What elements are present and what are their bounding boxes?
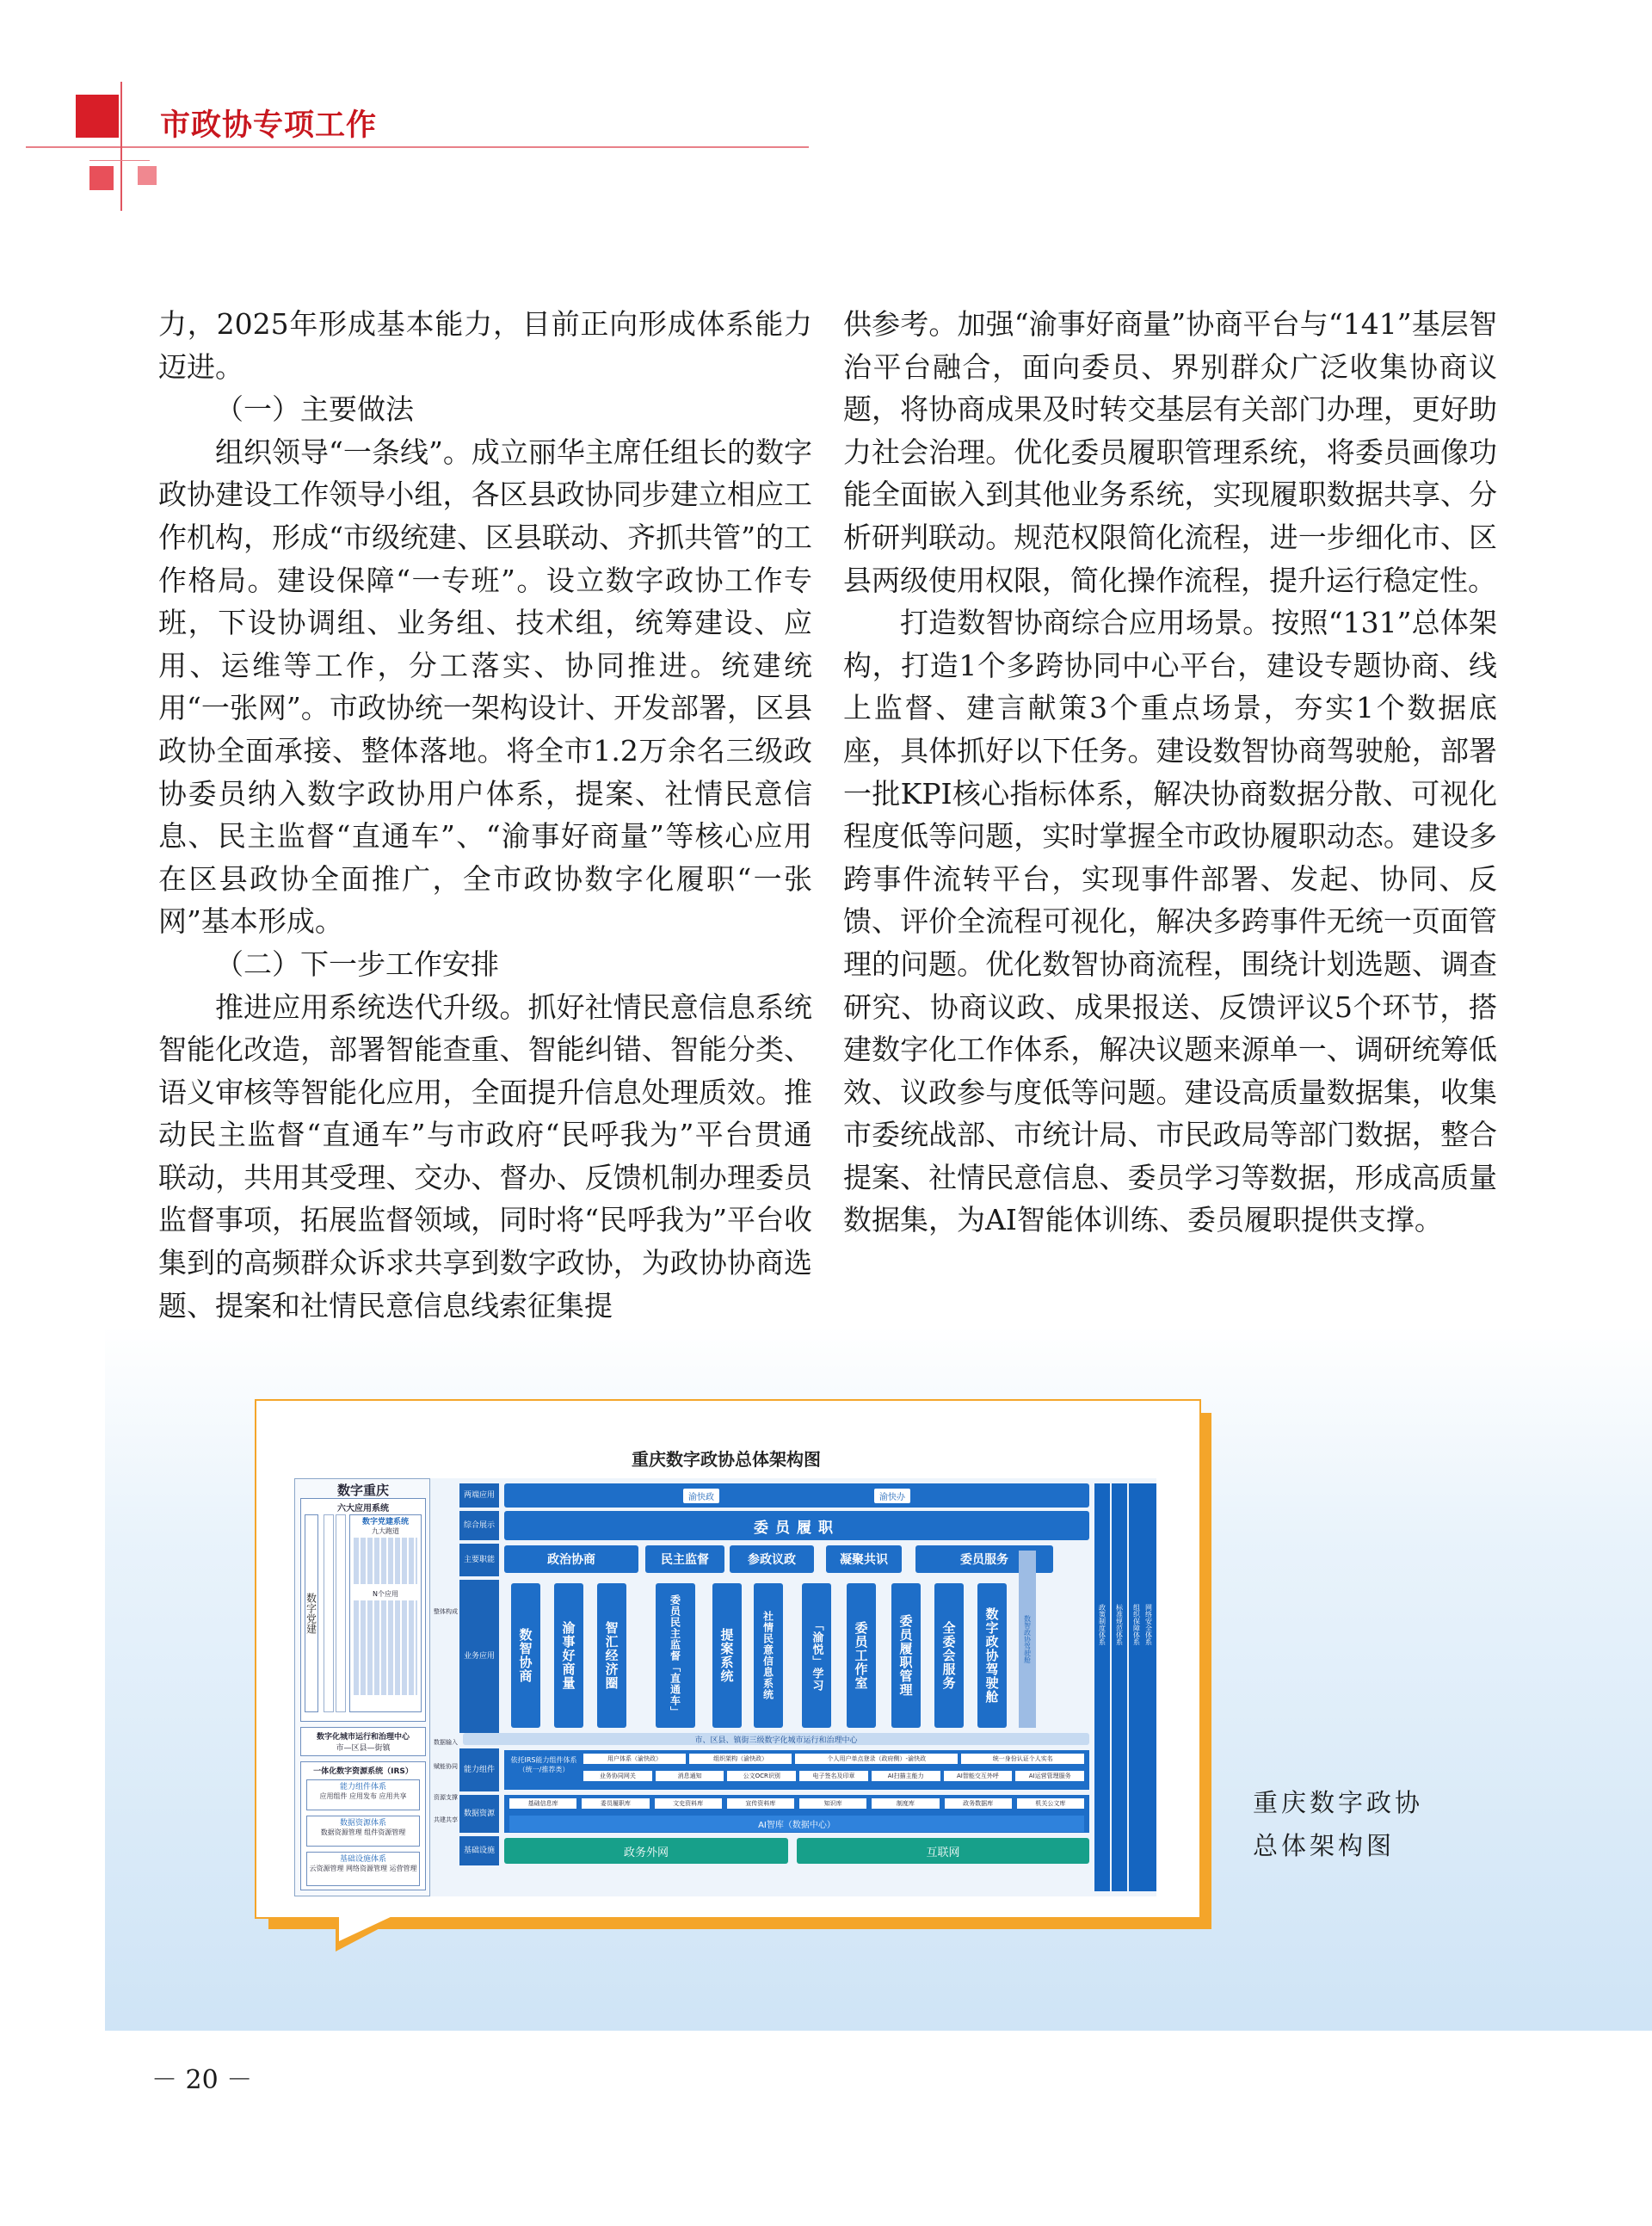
layer-label: 两端应用 bbox=[459, 1483, 499, 1508]
ability-chip: 用户体系（渝快政） bbox=[583, 1754, 686, 1764]
section-title: 市政协专项工作 bbox=[160, 108, 378, 143]
layer-label: 业务应用 bbox=[459, 1580, 499, 1733]
figure-caption bbox=[1253, 1781, 1423, 1867]
layer-label: 基础设施 bbox=[459, 1836, 499, 1865]
ability-chip: AI运营管理服务 bbox=[1015, 1771, 1084, 1781]
app-box: 渝事好商量 bbox=[554, 1583, 583, 1728]
right-column bbox=[843, 303, 1497, 1242]
app-box: 提案系统 bbox=[712, 1583, 742, 1728]
panel-title: 数字重庆 bbox=[336, 1483, 389, 1498]
irs-ability-items: 应用组件 应用发布 应用共享 bbox=[319, 1792, 407, 1800]
function-bar: 委员服务 bbox=[915, 1545, 1053, 1573]
app-box: 数字政协驾驶舱 bbox=[977, 1583, 1007, 1728]
ability-chip: AI扫描主能力 bbox=[872, 1771, 940, 1781]
paragraph: 力，2025年形成基本能力，目前正向形成体系能力迈进。 bbox=[158, 307, 812, 384]
ability-chip: 统一身份认证个人实名 bbox=[961, 1754, 1084, 1764]
app-chip: 渝快办 bbox=[874, 1489, 910, 1503]
apps-grid bbox=[354, 1600, 417, 1695]
integrated-cockpit-arrow: 数智政协驾驶舱 bbox=[1019, 1551, 1036, 1728]
apps-box bbox=[300, 1498, 426, 1722]
apps-title: 六大应用系统 bbox=[337, 1504, 389, 1514]
ability-chip: 组织架构（渝快政） bbox=[689, 1754, 792, 1764]
data-chip: 文史资料库 bbox=[655, 1798, 722, 1809]
arrow-label: 整体构成 bbox=[434, 1608, 458, 1615]
arrow-label: 共建共享 bbox=[434, 1816, 458, 1823]
tracks-grid bbox=[354, 1538, 417, 1584]
digital-party-vertical: 数字党建 bbox=[305, 1514, 318, 1712]
city-center-box bbox=[300, 1727, 426, 1756]
app-box: 社情民意信息系统 bbox=[754, 1583, 783, 1728]
system-column bbox=[336, 1514, 346, 1712]
page-number: － 20 － bbox=[151, 2065, 253, 2095]
nine-tracks-label: 九大跑道 bbox=[372, 1527, 399, 1535]
data-chip: 委员履职库 bbox=[582, 1798, 649, 1809]
app-box: 委员民主监督「直通车」 bbox=[656, 1583, 695, 1728]
layer-label: 能力组件 bbox=[459, 1748, 499, 1791]
two-ends-bar bbox=[504, 1483, 1089, 1508]
irs-infra-items: 云资源管理 网络资源管理 运营管理 bbox=[309, 1865, 417, 1872]
irs-box bbox=[300, 1761, 426, 1890]
function-bar: 民主监督 bbox=[645, 1545, 724, 1573]
irs-data-items: 数据资源管理 组件资源管理 bbox=[320, 1828, 406, 1836]
function-bar: 参政议政 bbox=[730, 1545, 814, 1573]
arrow-label: 赋能协同 bbox=[434, 1763, 458, 1770]
ability-chip: 电子签名及印章 bbox=[799, 1771, 868, 1781]
function-bar: 凝聚共识 bbox=[826, 1545, 902, 1573]
layer-label: 综合展示 bbox=[459, 1511, 499, 1540]
layer-label: 数据资源 bbox=[459, 1795, 499, 1833]
caption-line: 总体架构图 bbox=[1253, 1831, 1396, 1860]
left-column bbox=[158, 303, 812, 1327]
city-center-title: 数字化城市运行和治理中心 bbox=[316, 1733, 410, 1742]
paragraph: 推进应用系统迭代升级。抓好社情民意信息系统智能化改造，部署智能查重、智能纠错、智能分类、语义审核等智能化应用，全面提升信息处理质效。推动民主监督“直通车”与市政府“民呼我为”平台贯通联动，共用其受理、交办、督办、反馈机制办理委员监督事项，拓展监督领域，同时将“民呼我为”平台收集到的高频群众诉求共享到数字政协，为政协协商选题、提案和社情民意信息线索征集提 bbox=[158, 990, 812, 1323]
irs-data-box bbox=[306, 1816, 420, 1847]
paragraph: 供参考。加强“渝事好商量”协商平台与“141”基层智治平台融合，面向委员、界别群众广泛收集协商议题，将协商成果及时转交基层有关部门办理，更好助力社会治理。优化委员履职管理系统，将委员画像功能全面嵌入到其他业务系统，实现履职数据共享、分析研判联动。规范权限简化流程，进一步细化市、区县两级使用权限，简化操作流程，提升运行稳定性。 bbox=[843, 307, 1497, 597]
figure-title: 重庆数字政协总体架构图 bbox=[632, 1449, 821, 1470]
irs-infra-box bbox=[306, 1852, 420, 1886]
ability-chip: 个人用户单点登录（政府侧）-渝快政 bbox=[795, 1754, 958, 1764]
support-strip: 政策制度体系 bbox=[1094, 1483, 1110, 1891]
app-box: 委员工作室 bbox=[847, 1583, 876, 1728]
app-box: 数智协商 bbox=[511, 1583, 540, 1728]
subheading: （一）主要做法 bbox=[215, 392, 414, 427]
header-small-rule bbox=[89, 160, 150, 161]
city-levels: 市—区县—街镇 bbox=[336, 1744, 391, 1753]
caption-line: 重庆数字政协 bbox=[1253, 1788, 1424, 1817]
support-strip: 网络安全体系 bbox=[1141, 1483, 1156, 1891]
data-chip: 制度库 bbox=[872, 1798, 939, 1809]
irs-infra-title: 基础设施体系 bbox=[339, 1855, 386, 1864]
digital-chongqing-panel bbox=[294, 1478, 430, 1896]
header-red-square bbox=[76, 95, 119, 138]
subheading: （二）下一步工作安排 bbox=[215, 947, 499, 981]
city-center-bar: 市、区县、镇街三级数字化城市运行和治理中心 bbox=[463, 1733, 1089, 1745]
app-box: 「渝悦」学习 bbox=[802, 1583, 831, 1728]
data-layer bbox=[504, 1795, 1089, 1833]
header-light-square bbox=[138, 166, 157, 185]
irs-ability-title: 能力组件体系 bbox=[339, 1783, 386, 1791]
ability-layer bbox=[504, 1750, 1089, 1790]
system-column bbox=[324, 1514, 334, 1712]
display-bar: 委员履职 bbox=[504, 1511, 1089, 1540]
arrow-label: 数据输入 bbox=[434, 1739, 458, 1746]
ability-row bbox=[583, 1771, 1084, 1781]
speech-bubble-tail-inner bbox=[339, 1915, 394, 1941]
data-row bbox=[509, 1798, 1084, 1809]
irs-ability-box bbox=[306, 1779, 420, 1810]
party-system-title: 数字党建系统 bbox=[361, 1518, 409, 1526]
irs-data-title: 数据资源体系 bbox=[339, 1819, 386, 1828]
ability-title: 依托IRS能力组件体系（统一/推荐类） bbox=[510, 1756, 577, 1773]
data-chip: 宣传资料库 bbox=[727, 1798, 794, 1809]
party-system-box bbox=[349, 1514, 422, 1712]
n-apps-label: N个应用 bbox=[373, 1590, 398, 1598]
data-chip: 政务数据库 bbox=[945, 1798, 1012, 1809]
irs-title: 一体化数字资源系统（IRS） bbox=[313, 1767, 413, 1776]
header-vertical-rule bbox=[120, 82, 122, 211]
support-strip: 标准规范体系 bbox=[1112, 1483, 1127, 1891]
support-strip: 组织保障体系 bbox=[1129, 1483, 1144, 1891]
paragraph: 打造数智协商综合应用场景。按照“131”总体架构，打造1个多跨协同中心平台，建设专题协商、线上监督、建言献策3个重点场景，夯实1个数据底座，具体抓好以下任务。建设数智协商驾驶舱，部署一批KPI核心指标体系，解决协商数据分散、可视化程度低等问题，实时掌握全市政协履职动态。建设多跨事件流转平台，实现事件部署、发起、协同、反馈、评价全流程可视化，解决多跨事件无统一页面管理的问题。优化数智协商流程，围绕计划选题、调查研究、协商议政、成果报送、反馈评议5个环节，搭建数字化工作体系，解决议题来源单一、调研统筹低效、议政参与度低等问题。建设高质量数据集，收集市委统战部、市统计局、市民政局等部门数据，整合提案、社情民意信息、委员学习等数据，形成高质量数据集，为AI智能体训练、委员履职提供支撑。 bbox=[843, 606, 1497, 1237]
app-box: 全委会服务 bbox=[934, 1583, 964, 1728]
ability-chip: AI智能交互外呼 bbox=[944, 1771, 1013, 1781]
ability-chip: 消息通知 bbox=[656, 1771, 724, 1781]
ability-chip: 公文OCR识别 bbox=[727, 1771, 796, 1781]
infra-bar: 政务外网 bbox=[504, 1838, 788, 1864]
paragraph: 组织领导“一条线”。成立丽华主席任组长的数字政协建设工作领导小组，各区县政协同步建立相应工作机构，形成“市级统建、区县联动、齐抓共管”的工作格局。建设保障“一专班”。设立数字政协工作专班，下设协调组、业务组、技术组，统筹建设、应用、运维等工作，分工落实、协同推进。统建统用“一张网”。市政协统一架构设计、开发部署，区县政协全面承接、整体落地。将全市1.2万余名三级政协委员纳入数字政协用户体系，提案、社情民意信息、民主监督“直通车”、“渝事好商量”等核心应用在区县政协全面推广，全市政协数字化履职“一张网”基本形成。 bbox=[158, 435, 812, 939]
data-chip: 机关公文库 bbox=[1017, 1798, 1084, 1809]
infra-bar: 互联网 bbox=[797, 1838, 1089, 1864]
function-bar: 政治协商 bbox=[504, 1545, 638, 1573]
layer-label: 主要职能 bbox=[459, 1544, 499, 1576]
app-chip: 渝快政 bbox=[683, 1489, 719, 1503]
data-chip: 知识库 bbox=[799, 1798, 866, 1809]
header-rule bbox=[26, 146, 809, 148]
app-box: 智汇经济圈 bbox=[597, 1583, 626, 1728]
arrow-label: 资源支撑 bbox=[434, 1794, 458, 1801]
app-box: 委员履职管理 bbox=[891, 1583, 921, 1728]
header-pink-square bbox=[89, 166, 114, 190]
ability-chip: 业务协同网关 bbox=[583, 1771, 652, 1781]
data-chip: 基础信息库 bbox=[509, 1798, 576, 1809]
ai-library-bar: AI智库（数据中心） bbox=[509, 1816, 1084, 1832]
ability-row bbox=[583, 1754, 1084, 1764]
architecture-diagram bbox=[294, 1478, 1156, 1896]
